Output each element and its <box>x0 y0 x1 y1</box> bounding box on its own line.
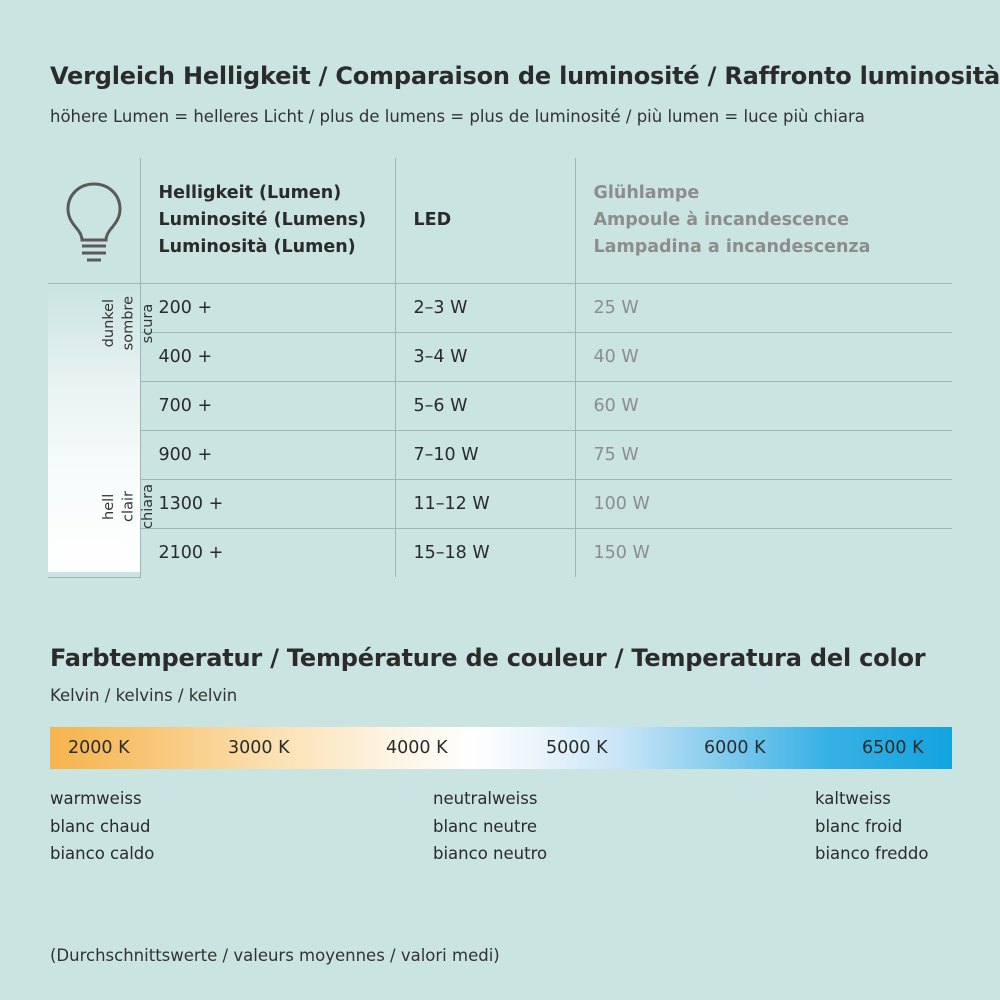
header-glow-it: Lampadina a incandescenza <box>593 237 871 258</box>
scale-light-de: hell <box>101 493 117 520</box>
kelvin-mark-2000: 2000 K <box>68 738 130 758</box>
scale-label-dark <box>100 296 159 350</box>
neutral-fr: blanc neutre <box>433 816 538 836</box>
cell-lumen <box>140 431 395 480</box>
cell-lumen <box>140 333 395 382</box>
glow-value: 150 W <box>593 543 650 563</box>
glow-value: 25 W <box>593 298 639 318</box>
cell-glow <box>575 284 952 333</box>
cell-lumen <box>140 284 395 333</box>
brightness-table-wrapper <box>48 158 952 578</box>
cell-led <box>395 333 575 382</box>
cell-glow <box>575 480 952 529</box>
led-value: 2–3 W <box>413 298 468 318</box>
glow-value: 100 W <box>593 494 650 514</box>
table-header-row <box>48 158 952 284</box>
header-led <box>395 158 575 284</box>
cell-glow <box>575 431 952 480</box>
led-value: 11–12 W <box>413 494 490 514</box>
cell-glow <box>575 382 952 431</box>
cell-led <box>395 284 575 333</box>
glow-value: 60 W <box>593 396 639 416</box>
color-temperature-subtitle: Kelvin / kelvins / kelvin <box>50 686 238 705</box>
brightness-table <box>48 158 952 578</box>
scale-light-it: chiara <box>140 484 157 529</box>
brightness-section-title: Vergleich Helligkeit / Comparaison de luminosité / Raffronto luminosità <box>50 62 1000 90</box>
warm-de: warmweiss <box>50 789 142 808</box>
cool-it: bianco freddo <box>815 844 929 864</box>
kelvin-label-row <box>50 785 952 865</box>
scale-dark-it: scura <box>140 303 157 343</box>
scale-dark-fr: sombre <box>120 296 137 351</box>
header-led-label: LED <box>413 209 452 230</box>
table-row <box>48 480 952 529</box>
cell-lumen <box>140 382 395 431</box>
lumen-value: 1300 + <box>158 494 224 514</box>
header-glow-de: Glühlampe <box>593 182 700 203</box>
header-glow-fr: Ampoule à incandescence <box>593 209 850 230</box>
header-incandescent <box>575 158 952 284</box>
light-bulb-icon <box>62 180 126 270</box>
glow-value: 75 W <box>593 445 639 465</box>
table-row <box>48 529 952 578</box>
lumen-value: 200 + <box>158 298 213 318</box>
cool-fr: blanc froid <box>815 816 903 836</box>
table-row <box>48 333 952 382</box>
kelvin-mark-6500: 6500 K <box>862 738 924 758</box>
kelvin-group-neutral <box>433 785 547 868</box>
header-lumen-fr: Luminosité (Lumens) <box>158 209 367 230</box>
led-value: 15–18 W <box>413 543 490 563</box>
cell-led <box>395 431 575 480</box>
brightness-scale-column <box>48 284 157 578</box>
kelvin-mark-6000: 6000 K <box>704 738 766 758</box>
kelvin-group-cool <box>815 785 928 868</box>
cell-lumen <box>140 529 395 578</box>
neutral-de: neutralweiss <box>433 789 538 808</box>
kelvin-mark-3000: 3000 K <box>228 738 290 758</box>
led-value: 3–4 W <box>413 347 468 367</box>
led-value: 5–6 W <box>413 396 468 416</box>
header-lumen <box>140 158 395 284</box>
color-temperature-title: Farbtemperatur / Température de couleur / Temperatura del color <box>50 644 926 672</box>
led-value: 7–10 W <box>413 445 479 465</box>
warm-fr: blanc chaud <box>50 816 151 836</box>
kelvin-mark-4000: 4000 K <box>386 738 448 758</box>
lumen-value: 700 + <box>158 396 213 416</box>
lumen-value: 400 + <box>158 347 213 367</box>
scale-dark-de: dunkel <box>101 298 117 348</box>
cell-lumen <box>140 480 395 529</box>
table-row <box>48 431 952 480</box>
lumen-value: 2100 + <box>158 543 224 563</box>
kelvin-mark-5000: 5000 K <box>546 738 608 758</box>
header-lumen-de: Helligkeit (Lumen) <box>158 182 342 203</box>
cell-led <box>395 480 575 529</box>
header-lumen-it: Luminosità (Lumen) <box>158 237 356 258</box>
kelvin-group-warm <box>50 785 154 868</box>
footnote: (Durchschnittswerte / valeurs moyennes / valori medi) <box>50 946 500 965</box>
neutral-it: bianco neutro <box>433 844 548 864</box>
kelvin-gradient-bar <box>50 727 952 769</box>
brightness-section-subtitle: höhere Lumen = helleres Licht / plus de lumens = plus de luminosité / più lumen = luce più chiara <box>50 107 865 126</box>
scale-light-fr: clair <box>120 491 137 522</box>
cool-de: kaltweiss <box>815 789 891 808</box>
lumen-value: 900 + <box>158 445 213 465</box>
cell-led <box>395 382 575 431</box>
cell-glow <box>575 529 952 578</box>
table-row <box>48 382 952 431</box>
cell-led <box>395 529 575 578</box>
scale-label-light <box>100 484 159 529</box>
warm-it: bianco caldo <box>50 844 155 864</box>
cell-glow <box>575 333 952 382</box>
bulb-icon-cell <box>48 158 140 284</box>
glow-value: 40 W <box>593 347 639 367</box>
table-row <box>48 284 952 333</box>
